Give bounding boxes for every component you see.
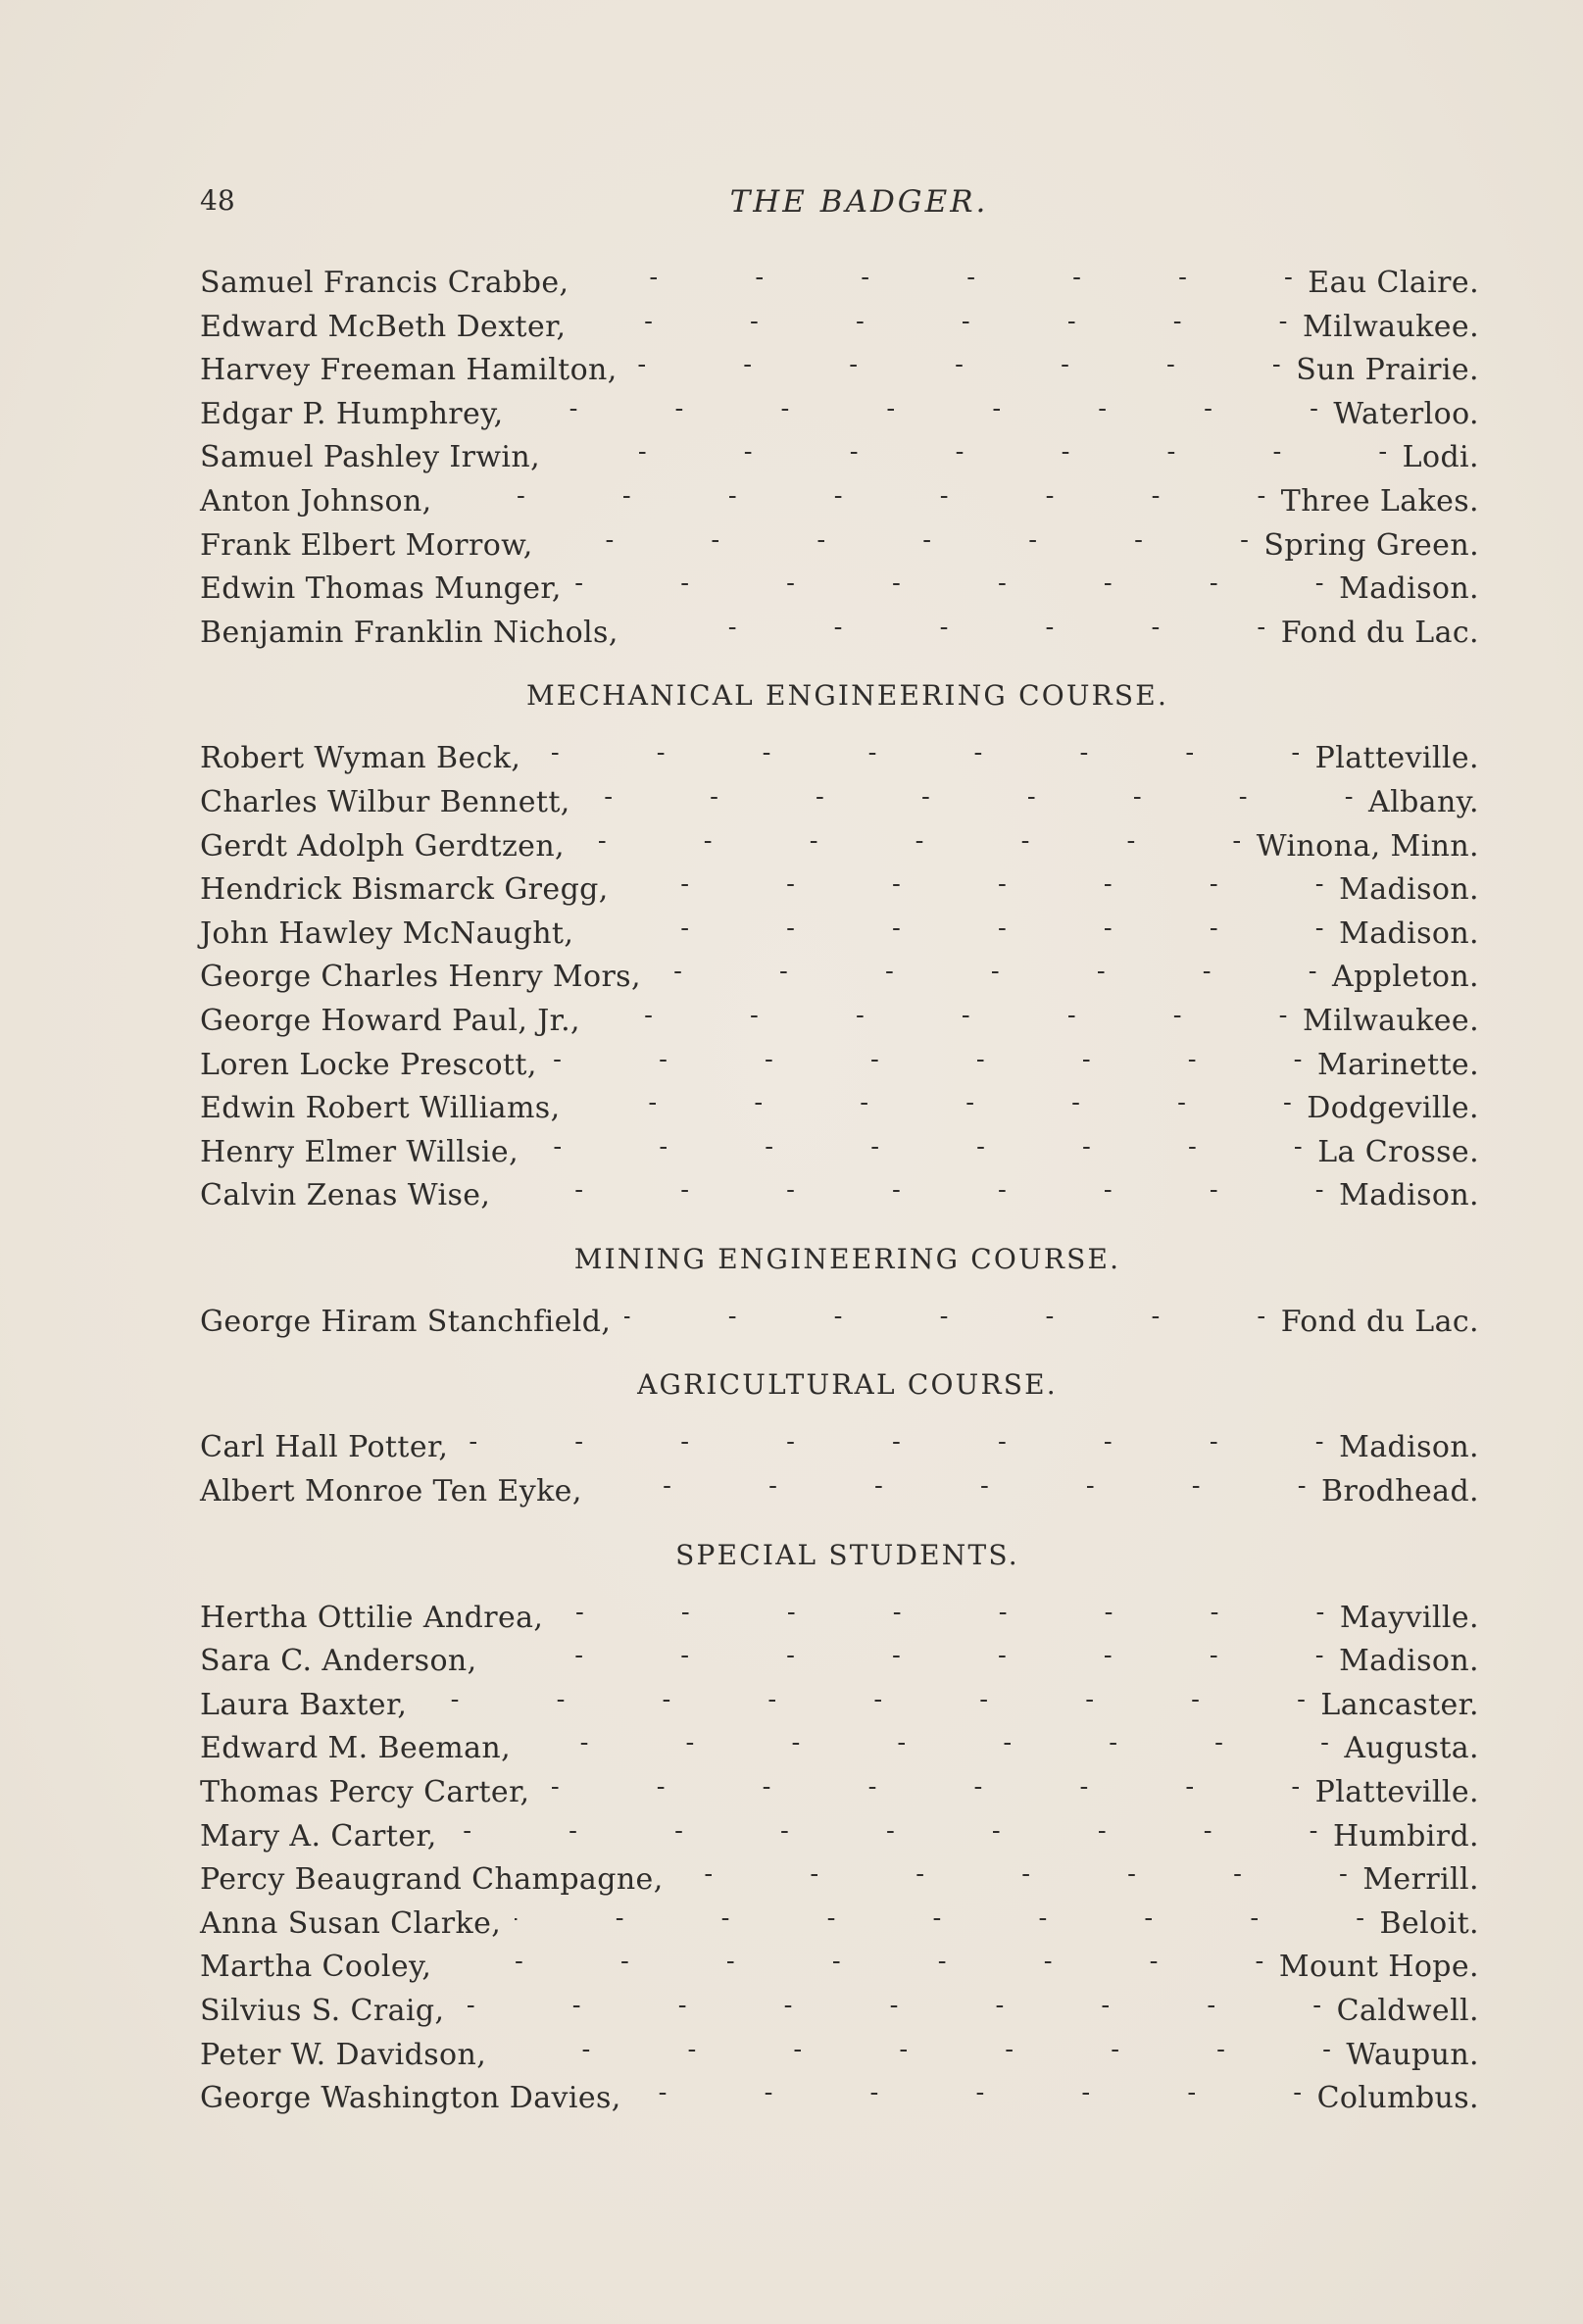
student-row xyxy=(200,2078,1479,2122)
student-row xyxy=(200,1859,1479,1904)
student-hometown: Platteville. xyxy=(1314,1775,1479,1810)
student-hometown: Augusta. xyxy=(1344,1731,1479,1766)
student-name: Peter W. Davidson, xyxy=(200,2037,487,2072)
student-name: George Washington Davies, xyxy=(200,2081,621,2116)
dot-leader xyxy=(500,2035,1332,2064)
student-hometown: Milwaukee. xyxy=(1302,1003,1479,1038)
student-row xyxy=(200,1728,1479,1772)
student-row xyxy=(200,1947,1479,1991)
student-row xyxy=(200,1088,1479,1132)
student-hometown: Fond du Lac. xyxy=(1280,1304,1479,1339)
student-hometown: Waupun. xyxy=(1346,2037,1479,2072)
section-heading: AGRICULTURAL COURSE. xyxy=(637,1368,1058,1402)
student-name: John Hawley McNaught, xyxy=(200,915,574,951)
student-hometown: Milwaukee. xyxy=(1302,309,1479,344)
student-name: Benjamin Franklin Nichols, xyxy=(200,615,618,650)
student-hometown: Madison. xyxy=(1339,1430,1479,1465)
dot-leader xyxy=(632,613,1267,642)
student-hometown: Madison. xyxy=(1339,872,1479,908)
student-name: Laura Baxter, xyxy=(200,1687,408,1722)
student-row xyxy=(200,1641,1479,1685)
student-hometown: Eau Claire. xyxy=(1308,266,1479,300)
student-row xyxy=(200,1772,1479,1816)
student-row xyxy=(200,1045,1479,1089)
student-hometown: Columbus. xyxy=(1316,2081,1479,2116)
dot-leader xyxy=(655,957,1318,986)
student-row xyxy=(200,350,1479,394)
dot-leader xyxy=(594,1001,1289,1030)
student-hometown: Madison. xyxy=(1339,915,1479,951)
student-name: Gerdt Adolph Gerdtzen, xyxy=(200,828,565,864)
dot-leader xyxy=(596,1471,1308,1501)
student-name: Carl Hall Potter, xyxy=(200,1430,449,1465)
student-hometown: Madison. xyxy=(1339,1644,1479,1679)
dot-leader xyxy=(677,1859,1350,1889)
student-name: Hertha Ottilie Andrea, xyxy=(200,1600,544,1635)
student-name: Henry Elmer Willsie, xyxy=(200,1134,519,1169)
dot-leader xyxy=(547,525,1251,555)
student-name: Edgar P. Humphrey, xyxy=(200,396,504,431)
dot-leader xyxy=(515,1904,1365,1933)
student-name: Edward M. Beeman, xyxy=(200,1731,512,1766)
student-name: Sara C. Anderson, xyxy=(200,1644,477,1679)
student-hometown: Platteville. xyxy=(1314,741,1479,776)
dot-leader xyxy=(491,1641,1326,1670)
student-hometown: Madison. xyxy=(1339,1178,1479,1213)
student-name: Mary A. Carter, xyxy=(200,1818,437,1854)
student-hometown: Brodhead. xyxy=(1321,1474,1479,1509)
dot-leader xyxy=(631,350,1283,379)
student-hometown: Albany. xyxy=(1368,784,1479,819)
section-heading: SPECIAL STUDENTS. xyxy=(675,1538,1019,1571)
dot-leader xyxy=(554,437,1389,467)
section-heading: MINING ENGINEERING COURSE. xyxy=(573,1242,1121,1275)
student-name: Percy Beaugrand Champagne, xyxy=(200,1862,664,1898)
dot-leader xyxy=(420,1685,1307,1714)
dot-leader xyxy=(580,307,1289,336)
student-hometown: Three Lakes. xyxy=(1280,483,1479,519)
dot-leader xyxy=(534,738,1301,767)
student-name: Edwin Thomas Munger, xyxy=(200,571,562,607)
student-name: Anna Susan Clarke, xyxy=(200,1905,502,1941)
dot-leader xyxy=(458,1991,1322,2020)
student-name: Loren Locke Prescott, xyxy=(200,1047,537,1082)
student-name: Edward McBeth Dexter, xyxy=(200,309,567,344)
student-row xyxy=(200,1001,1479,1045)
student-hometown: La Crosse. xyxy=(1317,1134,1479,1169)
student-row xyxy=(200,613,1479,657)
student-roster xyxy=(200,263,1479,2122)
student-row xyxy=(200,1598,1479,1642)
dot-leader xyxy=(445,1947,1265,1976)
student-hometown: Humbird. xyxy=(1332,1818,1479,1854)
student-name: Martha Cooley, xyxy=(200,1950,432,1985)
student-name: Hendrick Bismarck Gregg, xyxy=(200,872,609,908)
student-row xyxy=(200,1132,1479,1176)
student-name: Frank Elbert Morrow, xyxy=(200,527,533,563)
student-hometown: Caldwell. xyxy=(1336,1994,1479,2028)
dot-leader xyxy=(462,1427,1325,1457)
student-name: Albert Monroe Ten Eyke, xyxy=(200,1474,582,1509)
student-row xyxy=(200,914,1479,958)
student-row xyxy=(200,1471,1479,1515)
dot-leader xyxy=(578,826,1243,856)
student-row xyxy=(200,1904,1479,1948)
student-row xyxy=(200,1175,1479,1219)
running-title: THE BADGER. xyxy=(729,184,989,220)
student-name: Charles Wilbur Bennett, xyxy=(200,784,570,819)
student-row xyxy=(200,1816,1479,1860)
dot-leader xyxy=(622,869,1325,899)
student-row xyxy=(200,263,1479,307)
student-hometown: Appleton. xyxy=(1332,960,1479,995)
student-name: Samuel Pashley Irwin, xyxy=(200,440,541,475)
dot-leader xyxy=(575,569,1325,598)
student-hometown: Mount Hope. xyxy=(1278,1950,1479,1985)
student-hometown: Spring Green. xyxy=(1263,527,1479,563)
student-hometown: Madison. xyxy=(1339,571,1479,607)
student-row xyxy=(200,1302,1479,1346)
dot-leader xyxy=(524,1728,1330,1757)
dot-leader xyxy=(574,1088,1294,1117)
student-row xyxy=(200,525,1479,569)
student-name: Silvius S. Craig, xyxy=(200,1994,445,2028)
student-row xyxy=(200,869,1479,914)
student-row xyxy=(200,394,1479,438)
dot-leader xyxy=(635,2078,1304,2107)
student-row xyxy=(200,1991,1479,2035)
student-hometown: Beloit. xyxy=(1379,1905,1479,1941)
student-name: Thomas Percy Carter, xyxy=(200,1775,530,1810)
student-hometown: Lodi. xyxy=(1402,440,1479,475)
dot-leader xyxy=(551,1045,1304,1074)
student-name: Harvey Freeman Hamilton, xyxy=(200,353,618,388)
student-row xyxy=(200,307,1479,351)
student-name: Edwin Robert Williams, xyxy=(200,1091,561,1126)
student-name: George Charles Henry Mors, xyxy=(200,960,641,995)
student-row xyxy=(200,1685,1479,1729)
dot-leader xyxy=(582,263,1294,292)
student-row xyxy=(200,957,1479,1001)
student-row xyxy=(200,738,1479,782)
dot-leader xyxy=(557,1598,1325,1627)
section-heading: MECHANICAL ENGINEERING COURSE. xyxy=(525,679,1169,713)
student-hometown: Dodgeville. xyxy=(1307,1091,1479,1126)
dot-leader xyxy=(504,1175,1325,1205)
student-hometown: Mayville. xyxy=(1339,1600,1479,1635)
dot-leader xyxy=(587,914,1325,943)
student-hometown: Fond du Lac. xyxy=(1280,615,1479,650)
student-row xyxy=(200,1427,1479,1471)
student-row xyxy=(200,569,1479,613)
student-hometown: Marinette. xyxy=(1316,1047,1479,1082)
dot-leader xyxy=(532,1132,1304,1162)
student-hometown: Lancaster. xyxy=(1320,1687,1479,1722)
page-number: 48 xyxy=(200,184,235,217)
student-row xyxy=(200,2035,1479,2079)
student-name: Calvin Zenas Wise, xyxy=(200,1178,491,1213)
student-hometown: Sun Prairie. xyxy=(1296,353,1479,388)
student-hometown: Waterloo. xyxy=(1333,396,1479,431)
student-row xyxy=(200,437,1479,481)
student-name: George Howard Paul, Jr., xyxy=(200,1003,580,1038)
student-row xyxy=(200,826,1479,870)
dot-leader xyxy=(543,1772,1301,1802)
student-name: Samuel Francis Crabbe, xyxy=(200,266,569,300)
dot-leader xyxy=(451,1816,1319,1846)
student-hometown: Winona, Minn. xyxy=(1256,828,1479,864)
student-name: George Hiram Stanchfield, xyxy=(200,1304,612,1339)
dot-leader xyxy=(518,394,1320,423)
page-header xyxy=(200,184,1479,231)
dot-leader xyxy=(624,1302,1266,1331)
student-hometown: Merrill. xyxy=(1362,1862,1479,1898)
student-name: Anton Johnson, xyxy=(200,483,432,519)
student-row xyxy=(200,782,1479,826)
student-name: Robert Wyman Beck, xyxy=(200,741,521,776)
dot-leader xyxy=(584,782,1355,812)
student-row xyxy=(200,481,1479,525)
dot-leader xyxy=(446,481,1267,511)
